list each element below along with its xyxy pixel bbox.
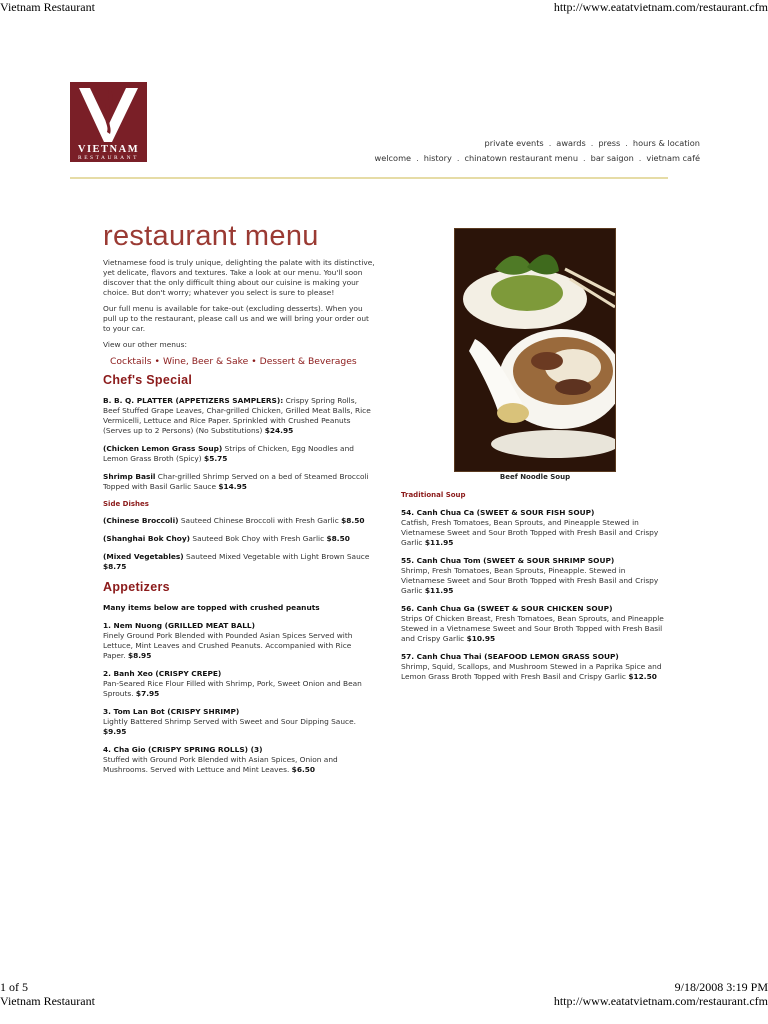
print-footer-url: http://www.eatatvietnam.com/restaurant.cfm: [553, 994, 768, 1008]
other-menus-label: View our other menus:: [103, 340, 187, 349]
beef-noodle-soup-photo: [454, 228, 616, 472]
section-heading-chefs-special: Chef's Special: [103, 373, 193, 387]
menu-item: 3. Tom Lan Bot (CRISPY SHRIMP) Lightly Battered Shrimp Served with Sweet and Sour Dipping Sauce. $9.95: [103, 707, 356, 736]
section-heading-side-dishes: Side Dishes: [103, 500, 149, 508]
nav-welcome[interactable]: welcome: [374, 153, 412, 163]
nav-secondary: private events . awards . press . hours & location: [484, 138, 700, 148]
menu-item: 1. Nem Nuong (GRILLED MEAT BALL) Finely Ground Pork Blended with Pounded Asian Spices Served with Lettuce, Mint Leaves and Crushed Peanuts. Accompanied with Rice Paper. $8.95: [103, 621, 353, 660]
menu-item: 56. Canh Chua Ga (SWEET & SOUR CHICKEN SOUP) Strips Of Chicken Breast, Fresh Tomatoes, Bean Sprouts, and Pineapple Stewed in a Vietnamese Sweet and Sour Broth Topped with Fresh Basil and Crispy Garlic $10.95: [401, 604, 664, 643]
nav-hours-location[interactable]: hours & location: [632, 138, 700, 148]
appetizers-note: Many items below are topped with crushed peanuts: [103, 603, 320, 612]
nav-chinatown-menu[interactable]: chinatown restaurant menu: [464, 153, 579, 163]
nav-vietnam-cafe[interactable]: vietnam café: [646, 153, 700, 163]
menu-item: (Chicken Lemon Grass Soup) Strips of Chicken, Egg Noodles and Lemon Grass Broth (Spicy) $5.75: [103, 444, 354, 463]
photo-caption: Beef Noodle Soup: [499, 473, 571, 481]
menu-link-wine-beer-sake[interactable]: Wine, Beer & Sake: [162, 356, 249, 367]
nav-bar-saigon[interactable]: bar saigon: [590, 153, 634, 163]
nav-primary: welcome . history . chinatown restaurant menu . bar saigon . vietnam café: [374, 153, 700, 163]
print-header-title: Vietnam Restaurant: [0, 0, 95, 14]
section-heading-appetizers: Appetizers: [103, 580, 170, 594]
menu-item: Shrimp Basil Char-grilled Shrimp Served on a bed of Steamed Broccoli Topped with Basil Garlic Sauce $14.95: [103, 472, 369, 491]
main-column: [103, 220, 375, 783]
nav-history[interactable]: history: [423, 153, 452, 163]
other-menus-links: Cocktails • Wine, Beer & Sake • Dessert & Beverages: [110, 356, 357, 367]
menu-link-cocktails[interactable]: Cocktails: [110, 356, 152, 367]
section-heading-traditional-soup: Traditional Soup: [401, 491, 466, 499]
intro-paragraph: Vietnamese food is truly unique, delighting the palate with its distinctive, yet delicate, flavors and textures. Take a look at our menu. You'll soon discover that the only difficult thing about our cuisine is making your choice. But don't worry; whatever you select is sure to please!: [103, 258, 375, 297]
side-column: [401, 228, 669, 690]
nav-press[interactable]: press: [598, 138, 621, 148]
soup-bowl-illustration: [455, 229, 615, 471]
menu-item: 57. Canh Chua Thai (SEAFOOD LEMON GRASS SOUP) Shrimp, Squid, Scallops, and Mushroom Stewed in a Paprika Spice and Lemon Grass Broth Topped with Fresh Basil and Crispy Garlic $12.50: [401, 652, 662, 681]
print-footer-page: 1 of 5: [0, 980, 28, 994]
header-divider: [70, 177, 668, 179]
nav-awards[interactable]: awards: [556, 138, 586, 148]
menu-item: 4. Cha Gio (CRISPY SPRING ROLLS) (3) Stuffed with Ground Pork Blended with Asian Spices, Onion and Mushrooms. Served with Lettuce and Mint Leaves. $6.50: [103, 745, 338, 774]
takeout-paragraph: Our full menu is available for take-out (excluding desserts). When you pull up to the restaurant, please call us and we will bring your order out to your car.: [103, 304, 369, 333]
page-title: restaurant menu: [103, 220, 319, 252]
menu-item: 55. Canh Chua Tom (SWEET & SOUR SHRIMP SOUP) Shrimp, Fresh Tomatoes, Bean Sprouts, Pineapple. Stewed in Vietnamese Sweet and Sour Broth Topped with Fresh Basil and Crispy Garlic $11.95: [401, 556, 659, 595]
menu-item: (Shanghai Bok Choy) Sauteed Bok Choy with Fresh Garlic $8.50: [103, 534, 350, 543]
menu-item: B. B. Q. PLATTER (APPETIZERS SAMPLERS): Crispy Spring Rolls, Beef Stuffed Grape Leaves, Char-grilled Chicken, Grilled Meat Balls, Rice Vermicelli, Lettuce and Rice Paper. Sprinkled with Crushed Peanuts (Serves up to 2 Persons) (No Substitutions) $24.95: [103, 396, 371, 435]
menu-item: (Chinese Broccoli) Sauteed Chinese Broccoli with Fresh Garlic $8.50: [103, 516, 365, 525]
menu-item: 54. Canh Chua Ca (SWEET & SOUR FISH SOUP) Catfish, Fresh Tomatoes, Bean Sprouts, and Pineapple Stewed in Vietnamese Sweet and Sour Broth Topped with Fresh Basil and Crispy Garlic $11.95: [401, 508, 659, 547]
menu-item: (Mixed Vegetables) Sauteed Mixed Vegetable with Light Brown Sauce $8.75: [103, 552, 370, 571]
logo-text: VIETNAM: [77, 144, 140, 155]
vietnam-map-icon: [70, 82, 147, 146]
print-header-url: http://www.eatatvietnam.com/restaurant.cfm: [553, 0, 768, 14]
menu-item: 2. Banh Xeo (CRISPY CREPE) Pan-Seared Rice Flour Filled with Shrimp, Pork, Sweet Onion and Bean Sprouts. $7.95: [103, 669, 362, 698]
print-footer-title: Vietnam Restaurant: [0, 994, 95, 1008]
logo-subtext: RESTAURANT: [78, 155, 139, 161]
menu-link-dessert-beverages[interactable]: Dessert & Beverages: [259, 356, 357, 367]
nav-private-events[interactable]: private events: [484, 138, 544, 148]
print-footer-datetime: 9/18/2008 3:19 PM: [674, 980, 768, 994]
logo[interactable]: [70, 82, 147, 162]
